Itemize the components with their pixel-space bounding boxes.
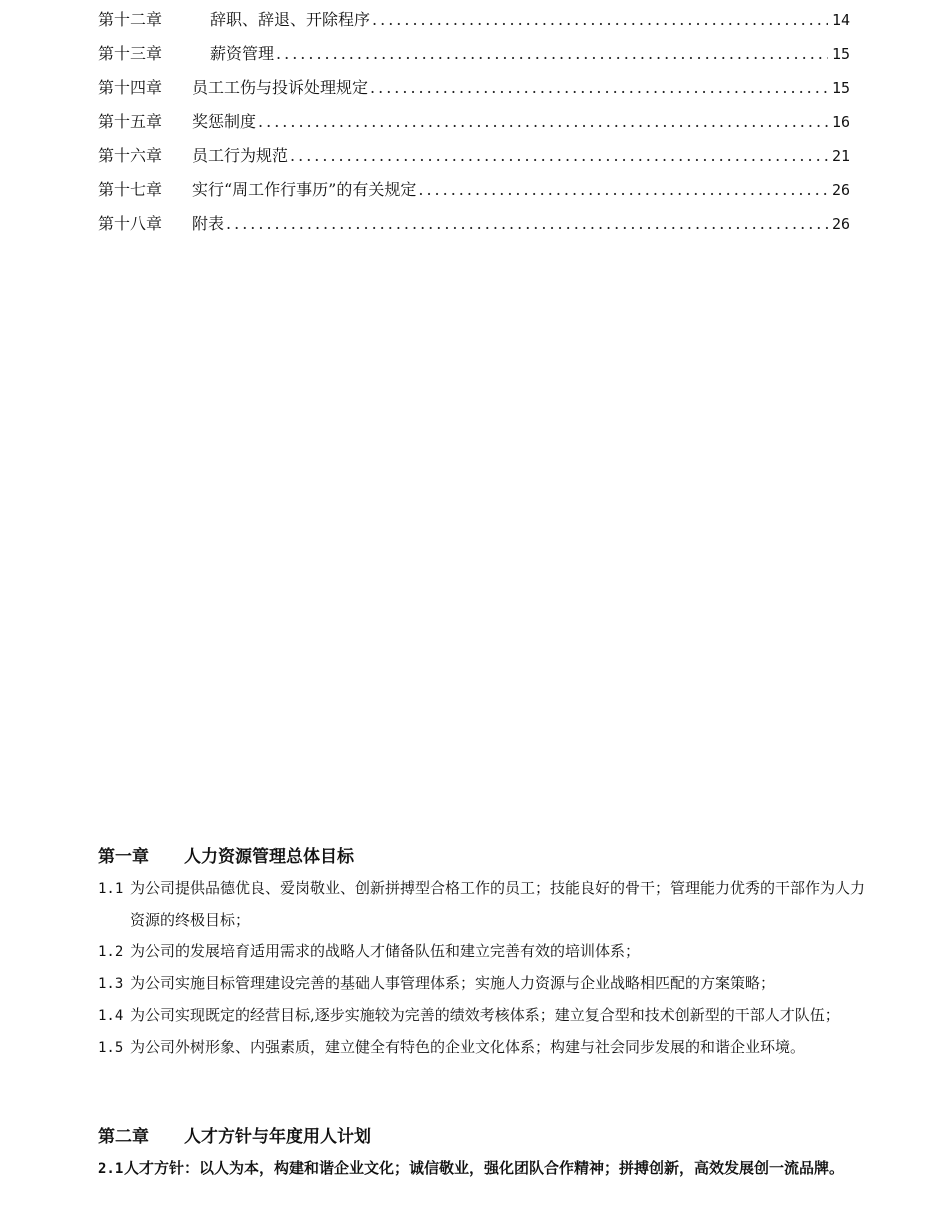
toc-page-number: 14 [831,11,850,29]
toc-chapter-number: 第十七章 [98,180,163,199]
item-number: 1.3 [98,976,124,992]
toc-chapter-title: 附表 [192,214,225,233]
item-text: 为公司外树形象、内强素质，建立健全有特色的企业文化体系；构建与社会同步发展的和谐企业环境。 [130,1038,806,1056]
chapter-heading [98,843,868,873]
toc-dot-leader [258,110,828,134]
toc-chapter-number: 第十三章 [98,44,163,63]
list-item [98,873,868,936]
toc-entry[interactable] [98,110,850,144]
toc-chapter-title: 薪资管理 [210,44,275,63]
toc-dot-leader [370,76,828,100]
toc-chapter-title: 实行“周工作行事历”的有关规定 [192,180,417,199]
toc-entry[interactable] [98,76,850,110]
toc-chapter-title: 员工工伤与投诉处理规定 [192,78,369,97]
chapter-1-section [98,843,868,1064]
toc-chapter-title: 奖惩制度 [192,112,257,131]
item-text: 为公司实施目标管理建设完善的基础人事管理体系；实施人力资源与企业战略相匹配的方案策略； [130,974,776,992]
toc-dot-leader [372,8,828,32]
item-text: 人才方针：以人为本，构建和谐企业文化；诚信敬业，强化团队合作精神；拼搏创新，高效发展创一流品牌。 [124,1159,845,1177]
toc-chapter-number: 第十六章 [98,146,163,165]
toc-chapter-number: 第十五章 [98,112,163,131]
chapter-title: 人力资源管理总体目标 [184,847,354,867]
chapter-number: 第一章 [98,847,149,867]
toc-entry[interactable] [98,178,850,212]
toc-chapter-number: 第十四章 [98,78,163,97]
toc-entry[interactable] [98,42,850,76]
item-text: 为公司实现既定的经营目标,逐步实施较为完善的绩效考核体系；建立复合型和技术创新型的干部人才队伍； [130,1006,840,1024]
chapter-2-section [98,1123,868,1185]
item-number: 2.1 [98,1161,124,1177]
chapter-heading [98,1123,868,1153]
toc-chapter-number: 第十二章 [98,10,163,29]
toc-page-number: 16 [831,113,850,131]
chapter-title: 人才方针与年度用人计划 [184,1127,371,1147]
item-number: 1.1 [98,881,124,897]
toc-page-number: 15 [831,79,850,97]
item-number: 1.4 [98,1008,124,1024]
item-text: 为公司的发展培育适用需求的战略人才储备队伍和建立完善有效的培训体系； [130,942,641,960]
toc-entry[interactable] [98,212,850,246]
chapter-number: 第二章 [98,1127,149,1147]
item-number: 1.2 [98,944,124,960]
item-number: 1.5 [98,1040,124,1056]
toc-entry[interactable] [98,144,850,178]
toc-entry[interactable] [98,8,850,42]
toc-dot-leader [276,42,828,66]
table-of-contents [98,8,850,246]
item-text: 为公司提供品德优良、爱岗敬业、创新拼搏型合格工作的员工；技能良好的骨干；管理能力优秀的干部作为人力资源的终极目标； [130,879,866,929]
toc-chapter-title: 辞职、辞退、开除程序 [210,10,371,29]
list-item [98,1153,868,1185]
toc-page-number: 15 [831,45,850,63]
toc-page-number: 26 [831,181,850,199]
list-item [98,968,868,1000]
toc-page-number: 21 [831,147,850,165]
toc-chapter-number: 第十八章 [98,214,163,233]
toc-dot-leader [226,212,828,236]
toc-dot-leader [418,178,828,202]
toc-chapter-title: 员工行为规范 [192,146,289,165]
toc-dot-leader [290,144,828,168]
list-item [98,1032,868,1064]
toc-page-number: 26 [831,215,850,233]
list-item [98,1000,868,1032]
list-item [98,936,868,968]
